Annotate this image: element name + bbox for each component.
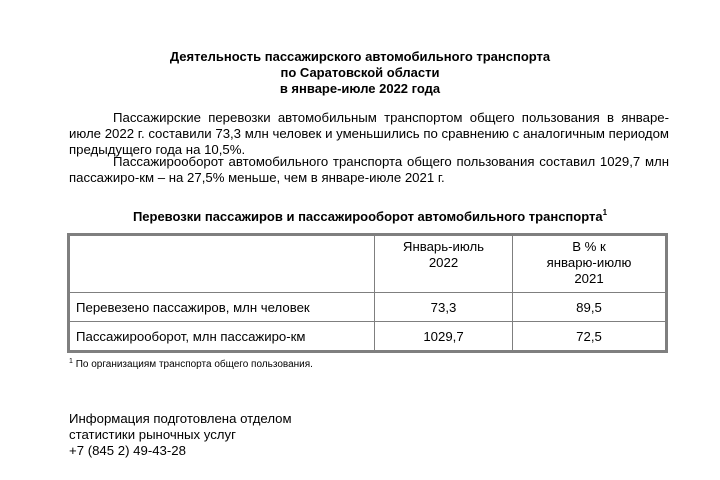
contact-info xyxy=(69,411,292,459)
footnote xyxy=(69,356,313,371)
title-line-3: в январе-июле 2022 года xyxy=(279,81,441,96)
transport-stats-table xyxy=(67,233,668,353)
paragraph-2-text: Пассажирооборот автомобильного транспорта общего пользования составил 1029,7 млн пассажиро-км – на 27,5% меньше, чем в январе-июле 2021 г. xyxy=(69,154,669,185)
row-percent-2021: 72,5 xyxy=(513,321,665,350)
title-line-1: Деятельность пассажирского автомобильного транспорта xyxy=(169,49,551,64)
header-jan-jul-2022 xyxy=(375,236,513,292)
document-title xyxy=(0,49,720,97)
header-2022-line: 2022 xyxy=(428,255,459,270)
row-label: Перевезено пассажиров, млн человек xyxy=(70,292,375,321)
contact-phone: +7 (845 2) 49-43-28 xyxy=(69,443,186,458)
header-2021-line: 2021 xyxy=(574,271,604,286)
table-title-footnote-mark: 1 xyxy=(602,208,608,217)
paragraph-passenger-turnover xyxy=(69,154,669,186)
header-percent-line: В % к xyxy=(572,239,606,254)
header-jan-jul-dative-line: январю-июлю xyxy=(546,255,632,270)
paragraph-passenger-transport xyxy=(69,110,669,158)
header-jan-jul-line: Январь-июль xyxy=(402,239,485,254)
row-percent-2021: 89,5 xyxy=(513,292,665,321)
contact-line-1: Информация подготовлена отделом xyxy=(69,411,292,426)
table-row xyxy=(70,292,665,321)
table-row xyxy=(70,321,665,350)
footnote-text: По организациям транспорта общего пользования. xyxy=(75,359,313,370)
row-value-2022: 1029,7 xyxy=(375,321,513,350)
table-title-text: Перевозки пассажиров и пассажирооборот автомобильного транспорта xyxy=(132,209,603,224)
title-line-2: по Саратовской области xyxy=(280,65,440,80)
header-empty-cell xyxy=(70,236,375,292)
contact-line-2: статистики рыночных услуг xyxy=(69,427,236,442)
paragraph-1-text: Пассажирские перевозки автомобильным транспортом общего пользования в январе-июле 2022 г. составили 73,3 млн человек и уменьшились по сравнению с аналогичным периодом предыдущего года на 10,5%. xyxy=(69,110,669,157)
row-value-2022: 73,3 xyxy=(375,292,513,321)
table-title xyxy=(0,205,720,225)
row-label: Пассажирооборот, млн пассажиро-км xyxy=(70,321,375,350)
table-header-row xyxy=(70,236,665,292)
header-percent-of-2021 xyxy=(513,236,665,292)
footnote-mark: 1 xyxy=(69,358,73,365)
